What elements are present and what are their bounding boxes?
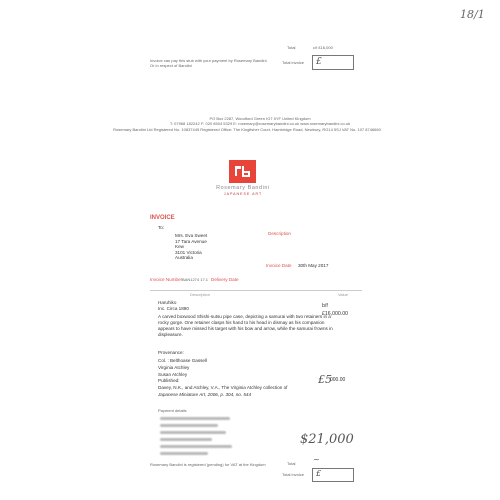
item-description: A carved boxwood Shishi-sutsu pipe case, depicting a samurai with two retainers in a rocky gorge. One retainer clasps his hand to his head in dismay as his companion appears to have missed his target with his bow and arrow, while the samurai frowns in displeasure.	[158, 314, 333, 337]
recipient-line: 3101 Victoria	[175, 249, 202, 255]
published-title: Published:	[158, 378, 180, 383]
provenance-title: Provenance:	[158, 350, 184, 355]
stub-total-label: Total	[287, 45, 296, 50]
handwritten-corner-mark: 18/1	[460, 8, 485, 21]
provenance-line: Virginia Atchley	[158, 365, 190, 370]
company-address	[150, 116, 370, 126]
redacted-line	[160, 424, 218, 427]
contact-line: T: 07968 182242 F: 020 8504 5329 E: rosemary@rosemarybandini.co.uk www.rosemarybandini.co.uk	[169, 121, 351, 126]
invoice-number-value: BAN1274 17.1	[182, 277, 209, 282]
address-line: PO Box 2287, Woodford Green IG7 5YF United Kingdom	[209, 116, 311, 121]
footer-total-invoice-value: £	[316, 469, 322, 478]
recipient-line: Australia	[175, 255, 193, 261]
redacted-line	[160, 445, 232, 448]
description-column-header: Description	[190, 292, 211, 297]
recipient-address	[175, 233, 207, 261]
published-line: Davey, N.K., and Atchley, V.A., The Virginia Atchley collection of	[158, 385, 288, 390]
invoice-title: INVOICE	[150, 215, 175, 221]
redacted-line	[160, 438, 212, 441]
recipient-line: Mrs. Eva Sweet	[175, 233, 208, 238]
recipient-line: 17 Tara Avenue	[175, 238, 207, 244]
provenance-line: Susan Atchley	[158, 372, 188, 377]
price-amount-rest: 000.00	[330, 377, 346, 383]
stub-total-invoice-box	[312, 55, 354, 70]
value-lot: b/f	[322, 303, 328, 309]
footer-total-invoice-box	[312, 468, 354, 482]
description-label: Description	[268, 231, 291, 236]
footer-total-label: Total	[287, 461, 296, 466]
provenance-line: Col. : Belthoase Gassell	[158, 358, 208, 363]
registry-line: Rosemary Bandini Ltd Registered No. 10837445 Registered Office: The Kingfisher Court, Hambridge Road, Newbury, RG14 5SJ VAT No. 107 8746660	[113, 127, 381, 132]
logo-tagline: JAPANESE ART	[223, 192, 263, 196]
payment-details-title: Payment details	[158, 408, 187, 413]
to-label: To:	[158, 225, 165, 230]
value-amount: £16,000.00	[322, 311, 348, 317]
stub-note: Invoice can pay this stub with your payment by Rosemary Bandini. Or in respect of Bandini	[150, 58, 268, 68]
stub-total-value: c/f £16,000	[313, 45, 333, 50]
handwritten-total: $21,000	[300, 432, 354, 447]
delivery-date-label: Delivery Date	[211, 277, 239, 282]
redacted-line	[160, 452, 208, 455]
stub-total-invoice-value: £	[316, 57, 322, 67]
redacted-line	[160, 417, 230, 420]
handwritten-price-mark: £5	[318, 373, 332, 386]
item-title: Inc. Circa 1890	[158, 306, 189, 311]
item-artist: Haruhiko	[158, 300, 177, 305]
footer-note: Rosemary Bandini is registered (pending) for VAT at the Kingdom	[150, 462, 266, 467]
value-column-header: Value	[338, 292, 348, 297]
invoice-number-label: Invoice Number	[150, 277, 183, 282]
recipient-line: Kew	[175, 244, 184, 250]
provenance-list	[158, 357, 207, 378]
redacted-line	[160, 431, 226, 434]
stub-total-invoice-label: Total invoice	[282, 60, 305, 65]
footer-total-invoice-label: Total invoice	[282, 472, 305, 477]
divider	[150, 290, 362, 291]
invoice-date-label: Invoice Date	[266, 263, 292, 268]
published-line: Japanese Miniature Art, 2006, p. 304, no. 544	[158, 392, 252, 397]
invoice-date-value: 30th May 2017	[298, 263, 329, 268]
footer-total-value: ~	[313, 455, 320, 464]
logo-name: Rosemary Bandini	[216, 185, 270, 191]
company-logo-mark	[229, 160, 256, 183]
